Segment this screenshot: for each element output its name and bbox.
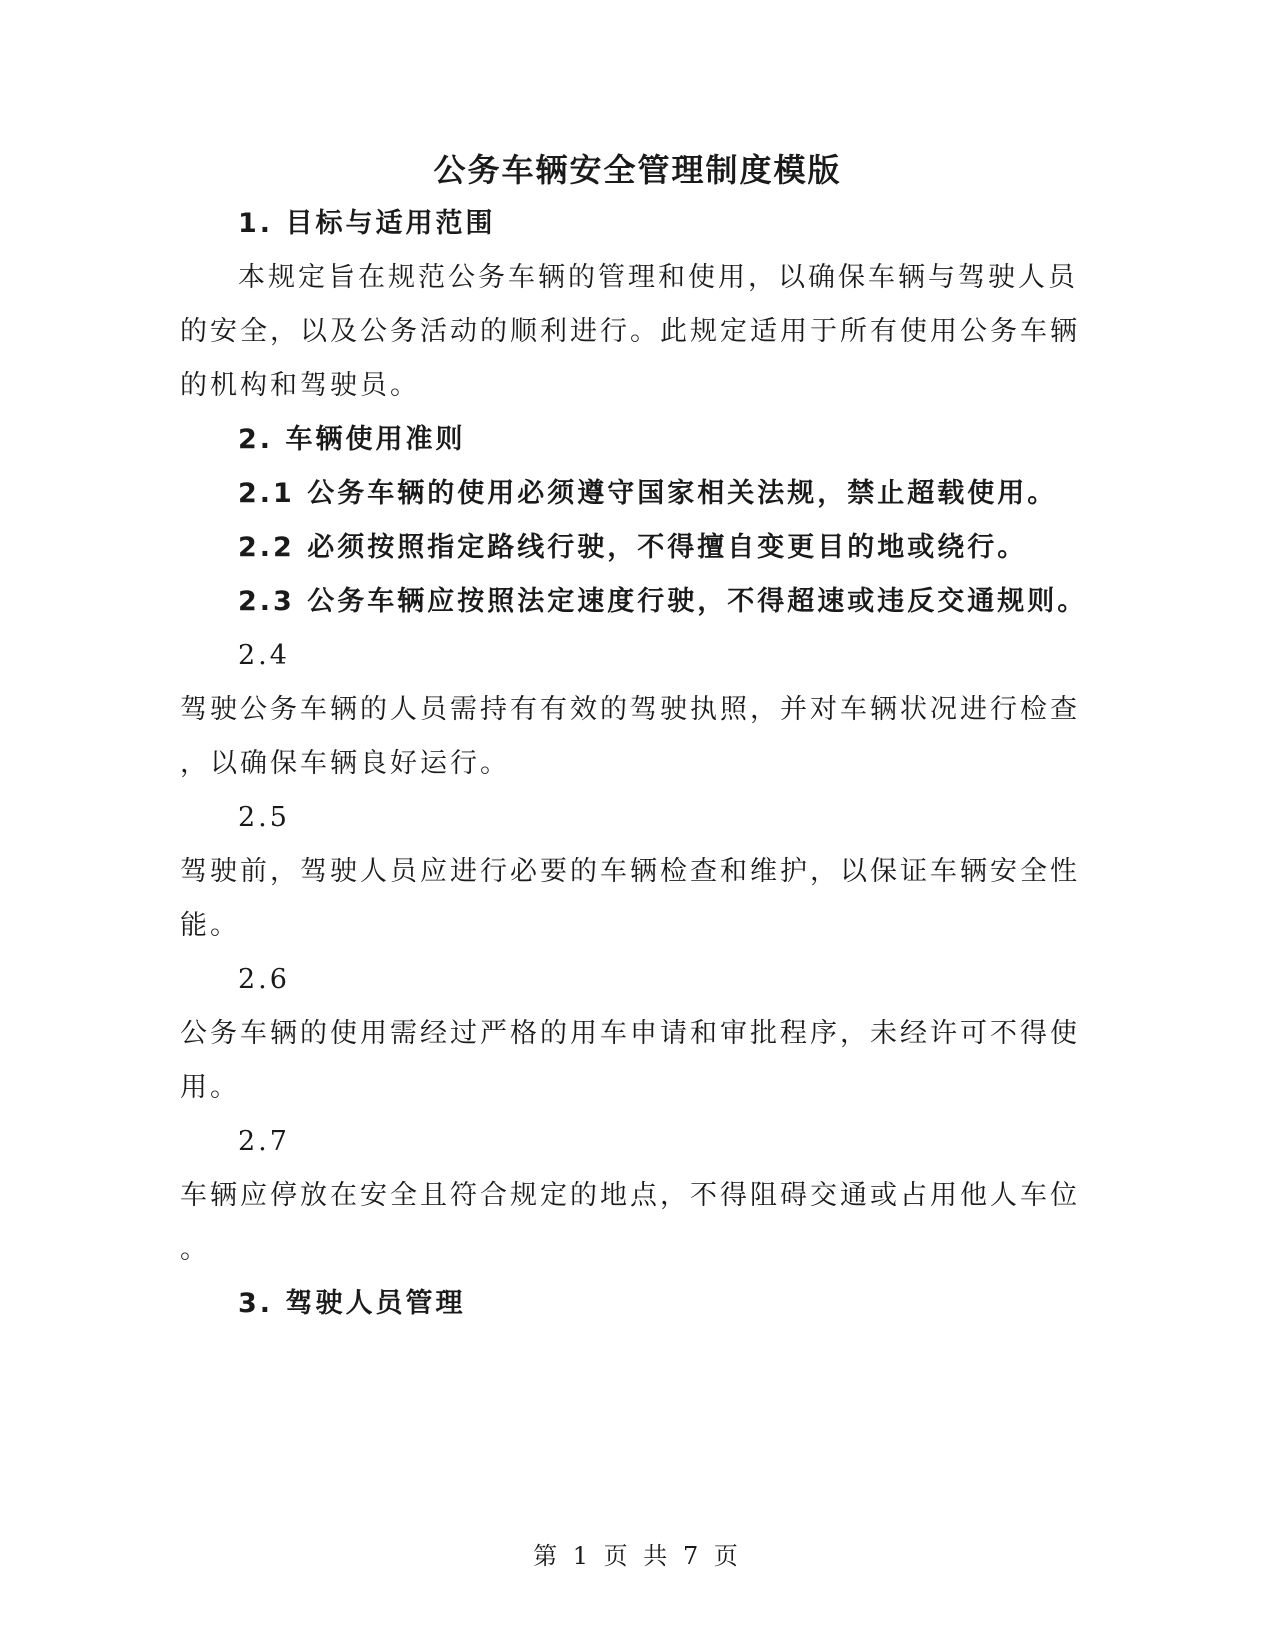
item-2-7-line-1: 车辆应停放在安全且符合规定的地点，不得阻碍交通或占用他人车位 [180,1180,1080,1211]
item-2-4-line-1: 驾驶公务车辆的人员需持有有效的驾驶执照，并对车辆状况进行检查 [180,694,1080,725]
section-1-para-line-1: 本规定旨在规范公务车辆的管理和使用，以确保车辆与驾驶人员 [238,262,1078,293]
page-footer: 第 1 页 共 7 页 [533,1542,742,1570]
section-1-para-line-2: 的安全，以及公务活动的顺利进行。此规定适用于所有使用公务车辆 [180,316,1080,347]
item-2-5-line-2: 能。 [180,910,240,941]
section-1-heading: 1. 目标与适用范围 [238,208,496,239]
item-2-6-line-2: 用。 [180,1072,240,1103]
item-2-2: 2.2 必须按照指定路线行驶，不得擅自变更目的地或绕行。 [238,532,1028,563]
item-2-6-number: 2.6 [238,964,290,995]
item-2-6-line-1: 公务车辆的使用需经过严格的用车申请和审批程序，未经许可不得使 [180,1018,1080,1049]
section-2-heading: 2. 车辆使用准则 [238,424,466,455]
item-2-4-number: 2.4 [238,640,290,671]
item-2-5-line-1: 驾驶前，驾驶人员应进行必要的车辆检查和维护，以保证车辆安全性 [180,856,1080,887]
section-1-para-line-3: 的机构和驾驶员。 [180,370,420,401]
item-2-7-line-2: 。 [180,1234,210,1265]
item-2-5-number: 2.5 [238,802,290,833]
item-2-3: 2.3 公务车辆应按照法定速度行驶，不得超速或违反交通规则。 [238,586,1088,617]
section-3-heading: 3. 驾驶人员管理 [238,1288,466,1319]
document-title: 公务车辆安全管理制度模版 [433,151,842,189]
item-2-4-line-2: ，以确保车辆良好运行。 [180,748,510,779]
item-2-1: 2.1 公务车辆的使用必须遵守国家相关法规，禁止超载使用。 [238,478,1058,509]
item-2-7-number: 2.7 [238,1126,290,1157]
